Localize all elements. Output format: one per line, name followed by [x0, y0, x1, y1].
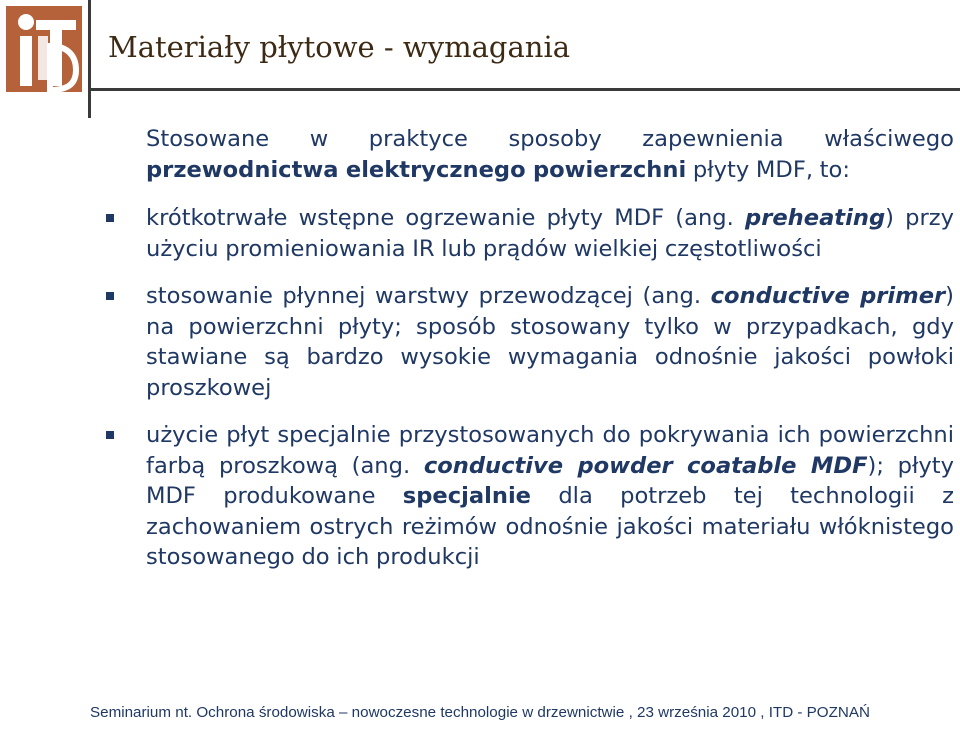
- header-vertical-divider: [88, 0, 91, 118]
- bullet-text: użycie płyt specjalnie przystosowanych do pokrywania ich powierzchni farbą proszkową (ang.: [146, 422, 954, 479]
- bullet-term: conductive powder coatable MDF: [423, 452, 868, 479]
- intro-bold-text: przewodnictwa elektrycznego powierzchni: [146, 156, 687, 183]
- list-item: [146, 203, 954, 264]
- intro-text-end: płyty MDF, to:: [686, 156, 850, 183]
- bullet-text-end: ) przy użyciu promieniowania IR lub prądów wielkiej częstotliwości: [146, 205, 955, 262]
- footer-text: Seminarium nt. Ochrona środowiska – nowoczesne technologie w drzewnictwie , 23 września 2010 , ITD - POZNAŃ: [90, 704, 870, 721]
- header-horizontal-divider: [88, 88, 960, 91]
- bullet-term: preheating: [745, 205, 886, 231]
- slide-body: [146, 124, 954, 590]
- bullet-list: [146, 203, 954, 573]
- bullet-term: conductive primer: [710, 283, 946, 309]
- bullet-text: stosowanie płynnej warstwy przewodzącej (ang.: [146, 283, 711, 309]
- page-title: Materiały płytowe - wymagania: [108, 30, 571, 64]
- list-item: [146, 420, 954, 573]
- itd-logo-icon: [6, 6, 82, 92]
- bullet-text-end: ) na powierzchni płyty; sposób stosowany tylko w przypadkach, gdy stawiane są bardzo wysokie wymagania odnośnie jakości powłoki proszkowej: [146, 283, 954, 401]
- bullet-bold-word: specjalnie: [402, 483, 532, 509]
- intro-text: Stosowane w praktyce sposoby zapewnienia właściwego: [146, 126, 954, 152]
- bullet-text-mid: ); płyty MDF produkowane: [146, 452, 954, 509]
- bullet-text-end: dla potrzeb tej technologii z zachowaniem ostrych reżimów odnośnie jakości materiału włóknistego stosowanego do ich produkcji: [146, 483, 954, 570]
- list-item: [146, 281, 954, 403]
- intro-paragraph: [146, 124, 954, 185]
- bullet-text: krótkotrwałe wstępne ogrzewanie płyty MDF (ang.: [146, 205, 746, 231]
